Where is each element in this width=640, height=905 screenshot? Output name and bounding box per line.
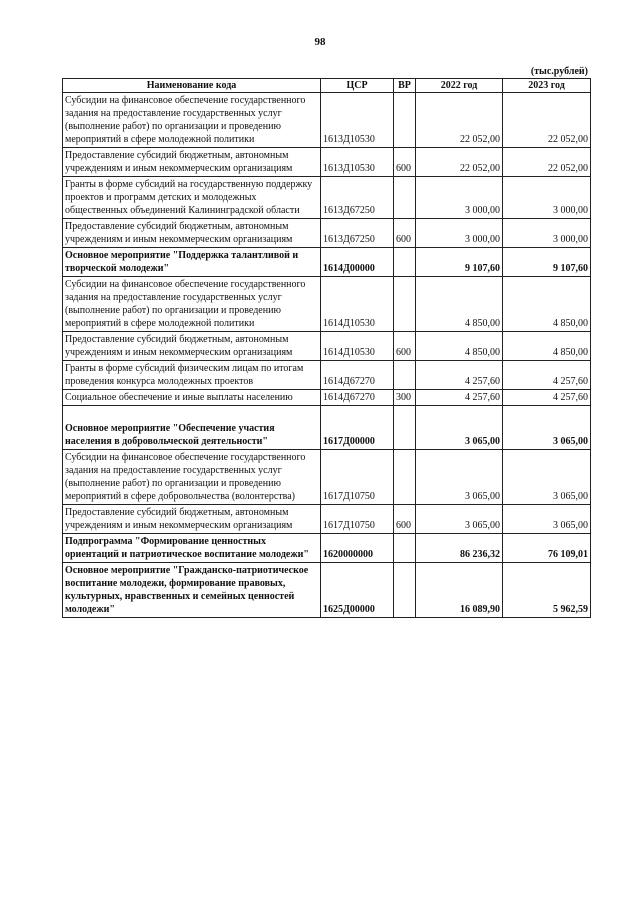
row-2023: 4 850,00 [503, 277, 591, 332]
row-2023: 76 109,01 [503, 534, 591, 563]
table-row [63, 406, 591, 450]
row-2023: 3 065,00 [503, 406, 591, 450]
units-label: (тыс.рублей) [530, 66, 588, 77]
row-vr [394, 277, 416, 332]
header-csr: ЦСР [321, 79, 394, 93]
table-row [63, 390, 591, 406]
row-csr: 1613Д67250 [321, 177, 394, 219]
row-2022: 9 107,60 [416, 248, 503, 277]
row-2022: 4 850,00 [416, 277, 503, 332]
row-2023: 5 962,59 [503, 563, 591, 618]
row-2022: 3 065,00 [416, 406, 503, 450]
row-vr [394, 93, 416, 148]
row-vr [394, 361, 416, 390]
row-csr: 1625Д00000 [321, 563, 394, 618]
row-2022: 3 065,00 [416, 450, 503, 505]
table-row [63, 277, 591, 332]
row-2023: 22 052,00 [503, 148, 591, 177]
row-vr: 600 [394, 148, 416, 177]
table-row [63, 177, 591, 219]
row-vr [394, 450, 416, 505]
row-2022: 16 089,90 [416, 563, 503, 618]
row-csr: 1617Д10750 [321, 450, 394, 505]
row-2023: 9 107,60 [503, 248, 591, 277]
table-header-row [63, 79, 591, 93]
row-2023: 3 000,00 [503, 177, 591, 219]
table-row [63, 563, 591, 618]
row-2022: 22 052,00 [416, 93, 503, 148]
row-2023: 3 065,00 [503, 505, 591, 534]
row-2023: 3 000,00 [503, 219, 591, 248]
row-name: Субсидии на финансовое обеспечение государственного задания на предоставление государственных услуг (выполнение работ) по организации и проведению мероприятий в сфере добровольчества (волонтерства) [63, 450, 321, 505]
row-name: Субсидии на финансовое обеспечение государственного задания на предоставление государственных услуг (выполнение работ) по организации и проведению мероприятий в сфере молодежной политики [63, 93, 321, 148]
row-csr: 1617Д00000 [321, 406, 394, 450]
row-csr: 1614Д67270 [321, 390, 394, 406]
row-name: Основное мероприятие "Поддержка талантливой и творческой молодежи" [63, 248, 321, 277]
row-2022: 3 000,00 [416, 177, 503, 219]
row-2023: 4 257,60 [503, 361, 591, 390]
row-vr [394, 534, 416, 563]
row-name: Подпрограмма "Формирование ценностных ориентаций и патриотическое воспитание молодежи" [63, 534, 321, 563]
row-2022: 4 257,60 [416, 390, 503, 406]
row-name: Основное мероприятие "Гражданско-патриотическое воспитание молодежи, формирование правовых, культурных, нравственных и семейных ценностей молодежи" [63, 563, 321, 618]
row-2023: 4 257,60 [503, 390, 591, 406]
row-name: Субсидии на финансовое обеспечение государственного задания на предоставление государственных услуг (выполнение работ) по организации и проведению мероприятий в сфере молодежной политики [63, 277, 321, 332]
row-name: Социальное обеспечение и иные выплаты населению [63, 390, 321, 406]
row-csr: 1614Д10530 [321, 277, 394, 332]
row-2022: 22 052,00 [416, 148, 503, 177]
row-2023: 4 850,00 [503, 332, 591, 361]
row-vr [394, 177, 416, 219]
table-row [63, 93, 591, 148]
header-2022: 2022 год [416, 79, 503, 93]
table-row [63, 534, 591, 563]
row-vr: 600 [394, 332, 416, 361]
header-vr: ВР [394, 79, 416, 93]
row-name: Гранты в форме субсидий физическим лицам по итогам проведения конкурса молодежных проектов [63, 361, 321, 390]
row-2022: 3 065,00 [416, 505, 503, 534]
row-vr: 600 [394, 505, 416, 534]
row-name: Предоставление субсидий бюджетным, автономным учреждениям и иным некоммерческим организациям [63, 219, 321, 248]
table-row [63, 248, 591, 277]
row-name: Предоставление субсидий бюджетным, автономным учреждениям и иным некоммерческим организациям [63, 332, 321, 361]
row-name: Предоставление субсидий бюджетным, автономным учреждениям и иным некоммерческим организациям [63, 505, 321, 534]
table-row [63, 361, 591, 390]
budget-table [62, 78, 591, 618]
row-2022: 86 236,32 [416, 534, 503, 563]
row-name: Основное мероприятие "Обеспечение участия населения в добровольческой деятельности" [63, 406, 321, 450]
table-row [63, 148, 591, 177]
header-name: Наименование кода [63, 79, 321, 93]
row-csr: 1620000000 [321, 534, 394, 563]
row-csr: 1613Д67250 [321, 219, 394, 248]
row-csr: 1617Д10750 [321, 505, 394, 534]
row-vr [394, 248, 416, 277]
table-row [63, 332, 591, 361]
row-name: Предоставление субсидий бюджетным, автономным учреждениям и иным некоммерческим организациям [63, 148, 321, 177]
row-csr: 1614Д67270 [321, 361, 394, 390]
row-csr: 1613Д10530 [321, 93, 394, 148]
row-vr: 600 [394, 219, 416, 248]
row-vr [394, 563, 416, 618]
row-csr: 1613Д10530 [321, 148, 394, 177]
row-vr [394, 406, 416, 450]
row-name: Гранты в форме субсидий на государственную поддержку проектов и программ детских и молодежных общественных объединений Калининградской области [63, 177, 321, 219]
row-2022: 4 850,00 [416, 332, 503, 361]
row-csr: 1614Д10530 [321, 332, 394, 361]
row-2022: 3 000,00 [416, 219, 503, 248]
table-row [63, 450, 591, 505]
table-row [63, 219, 591, 248]
page-number: 98 [314, 36, 326, 48]
row-2023: 22 052,00 [503, 93, 591, 148]
header-2023: 2023 год [503, 79, 591, 93]
row-2023: 3 065,00 [503, 450, 591, 505]
table-row [63, 505, 591, 534]
row-csr: 1614Д00000 [321, 248, 394, 277]
row-vr: 300 [394, 390, 416, 406]
row-2022: 4 257,60 [416, 361, 503, 390]
